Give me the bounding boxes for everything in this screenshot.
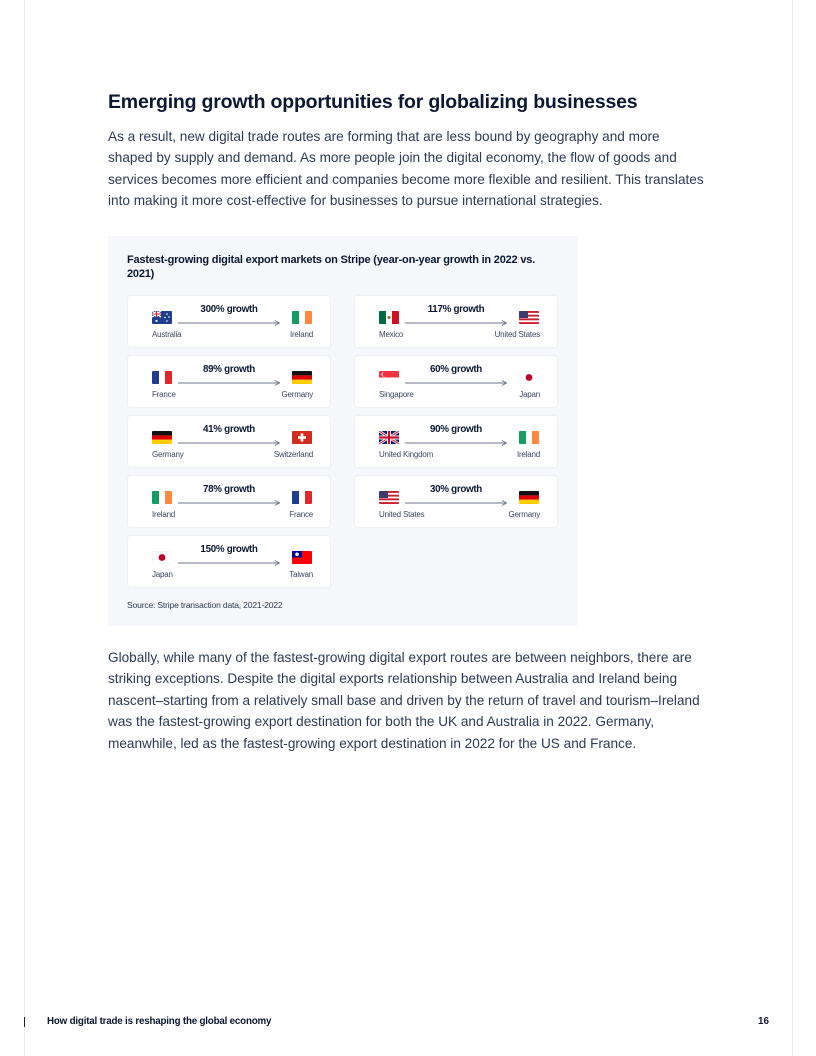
route-card bbox=[355, 416, 557, 467]
origin-country: Singapore bbox=[379, 390, 414, 399]
route-card bbox=[128, 476, 330, 527]
destination-country: Ireland bbox=[516, 450, 540, 459]
destination-country: Taiwan bbox=[289, 570, 313, 579]
origin-country: United Kingdom bbox=[379, 450, 434, 459]
uk-flag-icon bbox=[379, 431, 399, 444]
growth-label: 30% growth bbox=[430, 484, 482, 495]
figure-title: Fastest-growing digital export markets on Stripe (year-on-year growth in 2022 vs. 2021) bbox=[127, 254, 536, 280]
ireland-flag-icon bbox=[152, 491, 172, 504]
page-number: 16 bbox=[758, 1016, 769, 1027]
growth-label: 89% growth bbox=[203, 364, 255, 375]
intro-paragraph: As a result, new digital trade routes are forming that are less bound by geography and more shaped by supply and demand. As more people join the digital economy, the flow of goods and services becomes more efficient and companies become more flexible and resilient. This translates into making it more cost-effective for businesses to pursue international strategies. bbox=[108, 129, 704, 209]
japan-flag-icon bbox=[152, 551, 172, 564]
export-markets-figure bbox=[108, 236, 578, 626]
route-card bbox=[355, 296, 557, 347]
section-heading: Emerging growth opportunities for globalizing businesses bbox=[108, 91, 638, 113]
destination-country: Germany bbox=[508, 510, 540, 519]
germany-flag-icon bbox=[519, 491, 539, 504]
origin-country: United States bbox=[379, 510, 425, 519]
france-flag-icon bbox=[152, 371, 172, 384]
japan-flag-icon bbox=[519, 371, 539, 384]
figure-source: Source: Stripe transaction data, 2021-2022 bbox=[127, 600, 283, 610]
route-arrow-icon bbox=[405, 439, 509, 447]
growth-label: 60% growth bbox=[430, 364, 482, 375]
route-arrow-icon bbox=[405, 319, 509, 327]
origin-country: Australia bbox=[152, 330, 182, 339]
origin-country: France bbox=[152, 390, 176, 399]
singapore-flag-icon bbox=[379, 371, 399, 384]
footer-title: How digital trade is reshaping the global economy bbox=[47, 1016, 272, 1027]
destination-country: Japan bbox=[519, 390, 540, 399]
destination-country: United States bbox=[494, 330, 540, 339]
route-card bbox=[128, 416, 330, 467]
destination-country: Ireland bbox=[289, 330, 313, 339]
growth-label: 150% growth bbox=[200, 544, 258, 555]
switzerland-flag-icon bbox=[292, 431, 312, 444]
ireland-flag-icon bbox=[519, 431, 539, 444]
route-card bbox=[128, 296, 330, 347]
germany-flag-icon bbox=[292, 371, 312, 384]
route-arrow-icon bbox=[178, 379, 282, 387]
origin-country: Ireland bbox=[152, 510, 176, 519]
route-arrow-icon bbox=[405, 379, 509, 387]
route-card bbox=[355, 356, 557, 407]
growth-label: 117% growth bbox=[427, 304, 485, 315]
route-arrow-icon bbox=[405, 499, 509, 507]
growth-label: 41% growth bbox=[203, 424, 255, 435]
route-card bbox=[355, 476, 557, 527]
route-arrow-icon bbox=[178, 439, 282, 447]
growth-label: 90% growth bbox=[430, 424, 482, 435]
usa-flag-icon bbox=[519, 311, 539, 324]
route-card bbox=[128, 356, 330, 407]
route-arrow-icon bbox=[178, 319, 282, 327]
origin-country: Japan bbox=[152, 570, 173, 579]
analysis-paragraph: Globally, while many of the fastest-growing digital export routes are between neighbors, there are striking exceptions. Despite the digital exports relationship between Australia and Ireland being nascent–starting from a relatively small base and driven by the return of travel and tourism–Ireland was the fastest-growing export destination for both the UK and Australia in 2022. Germany, meanwhile, led as the fastest-growing export destination in 2022 for the US and France. bbox=[108, 650, 700, 751]
growth-label: 78% growth bbox=[203, 484, 255, 495]
destination-country: France bbox=[289, 510, 313, 519]
page-edge-left bbox=[24, 0, 25, 1056]
origin-country: Germany bbox=[152, 450, 184, 459]
usa-flag-icon bbox=[379, 491, 399, 504]
mexico-flag-icon bbox=[379, 311, 399, 324]
australia-flag-icon bbox=[152, 311, 172, 324]
origin-country: Mexico bbox=[379, 330, 404, 339]
france-flag-icon bbox=[292, 491, 312, 504]
route-arrow-icon bbox=[178, 559, 282, 567]
germany-flag-icon bbox=[152, 431, 172, 444]
destination-country: Switzerland bbox=[273, 450, 313, 459]
taiwan-flag-icon bbox=[292, 551, 312, 564]
growth-label: 300% growth bbox=[200, 304, 258, 315]
page-edge-right bbox=[792, 0, 793, 1056]
destination-country: Germany bbox=[281, 390, 313, 399]
route-card bbox=[128, 536, 330, 587]
footer-rule bbox=[24, 1017, 25, 1027]
ireland-flag-icon bbox=[292, 311, 312, 324]
route-arrow-icon bbox=[178, 499, 282, 507]
